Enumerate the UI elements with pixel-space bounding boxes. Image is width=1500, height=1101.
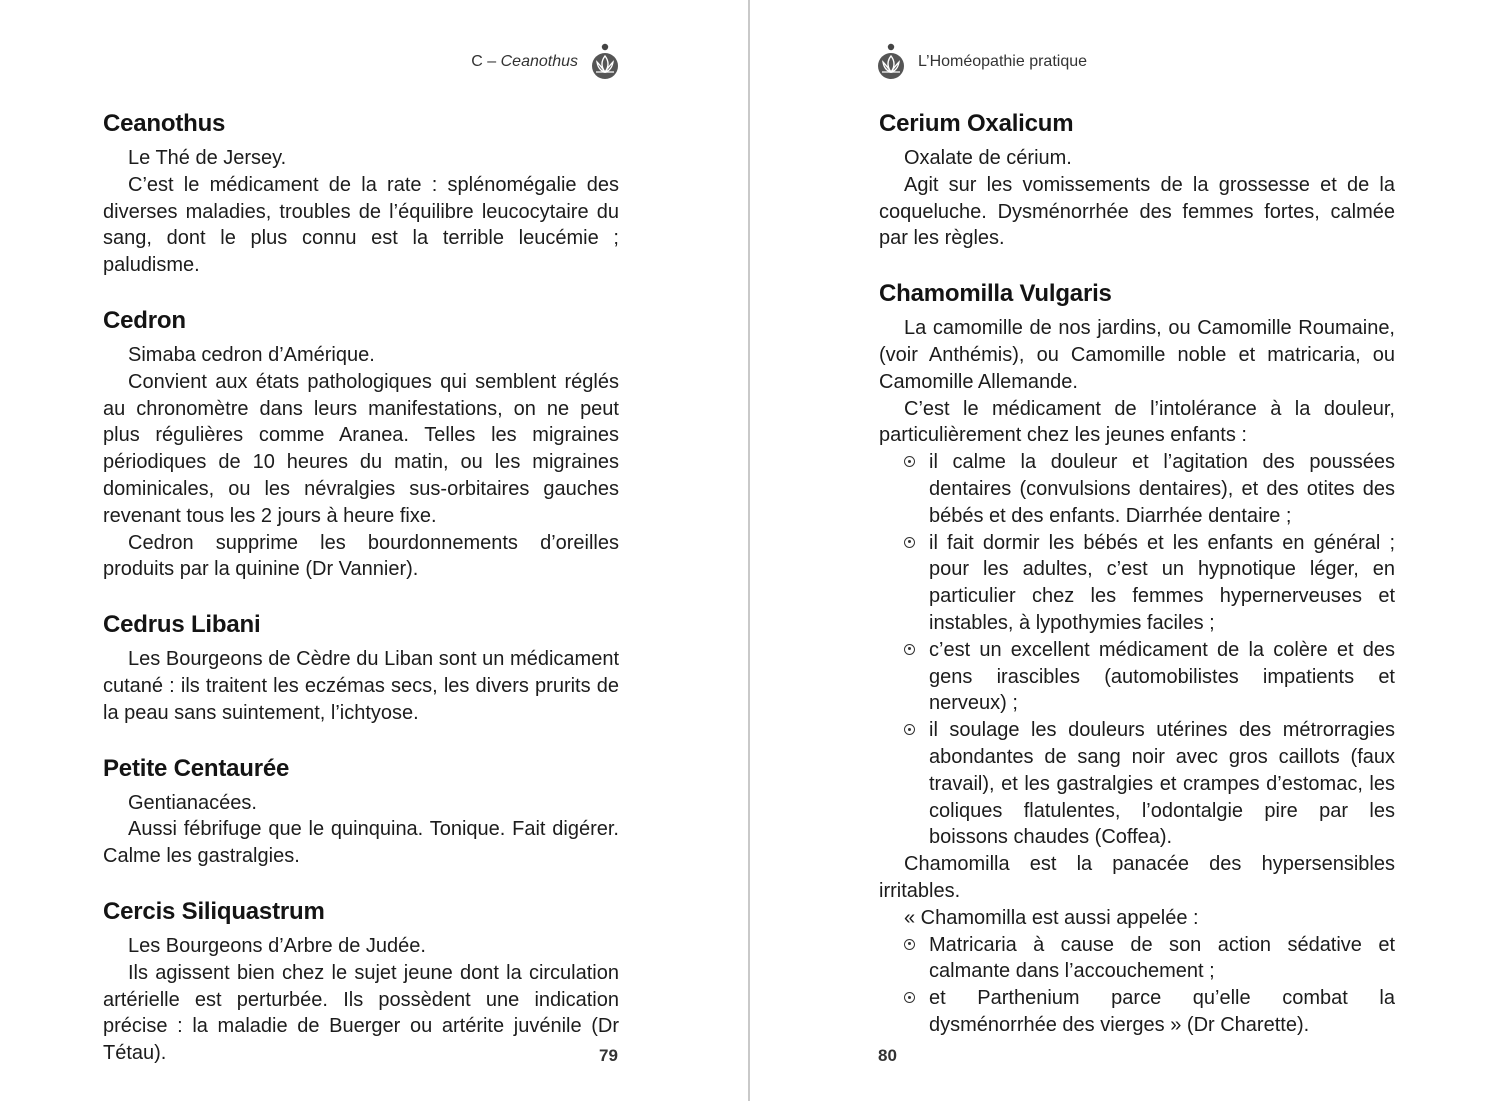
- list-item: [879, 637, 1395, 717]
- entry-paragraph: Oxalate de cérium.: [904, 147, 1072, 169]
- entry-paragraph: Le Thé de Jersey.: [128, 147, 287, 169]
- left-page: [0, 0, 748, 1101]
- list-item: [879, 717, 1395, 851]
- running-head-right: [876, 42, 1087, 82]
- right-page-content: [879, 108, 1395, 1065]
- entry-cercis-siliquastrum: [103, 896, 619, 1067]
- list-item: [879, 985, 1395, 1039]
- entry-cedrus-libani: [103, 609, 619, 726]
- list-item-text: il fait dormir les bébés et les enfants en général ; pour les adultes, c’est un hypnotique léger, en particulier chez les femmes hypernerveuses et instables, à lypothymies faciles ;: [929, 531, 1395, 634]
- entry-paragraph: C’est le médicament de l’intolérance à la douleur, particulièrement chez les jeunes enfants :: [879, 397, 1395, 447]
- list-item-text: Matricaria à cause de son action sédative et calmante dans l’accouchement ;: [929, 933, 1395, 983]
- entry-ceanothus: [103, 108, 619, 279]
- list-item-text: il calme la douleur et l’agitation des poussées dentaires (convulsions dentaires), et des otites des bébés et des enfants. Diarrhée dentaire ;: [929, 451, 1395, 527]
- bullet-list: [879, 449, 1395, 851]
- entry-paragraph: La camomille de nos jardins, ou Camomille Roumaine, (voir Anthémis), ou Camomille noble et matricaria, ou Camomille Allemande.: [879, 317, 1395, 393]
- entry-heading: Ceanothus: [103, 110, 226, 137]
- entry-paragraph: Simaba cedron d’Amérique.: [128, 343, 375, 366]
- entry-heading: Cedron: [103, 306, 186, 334]
- entry-heading: Cedrus Libani: [103, 611, 261, 639]
- entry-paragraph: Chamomilla est la panacée des hypersensibles irritables.: [879, 853, 1395, 902]
- bullet-icon: [904, 992, 915, 1003]
- entry-chamomilla-vulgaris: [879, 278, 1395, 1039]
- list-item: [879, 449, 1395, 529]
- entry-paragraph: Gentianacées.: [128, 791, 257, 814]
- page-number: 79: [599, 1046, 618, 1065]
- left-page-content: [103, 108, 619, 1093]
- bullet-icon: [904, 537, 915, 548]
- entry-petite-centauree: [103, 753, 619, 870]
- list-item: [879, 932, 1395, 986]
- page-number: 80: [878, 1046, 897, 1065]
- bullet-icon: [904, 456, 915, 467]
- entry-cedron: [103, 305, 619, 583]
- entry-paragraph: Aussi fébrifuge que le quinquina. Tonique. Fait digérer. Calme les gastralgies.: [103, 818, 619, 868]
- list-item-text: et Parthenium parce qu’elle combat la dysménorrhée des vierges » (Dr Charette).: [929, 987, 1395, 1036]
- entry-heading: Cercis Siliquastrum: [103, 897, 325, 925]
- bullet-icon: [904, 724, 915, 735]
- entry-paragraph: Cedron supprime les bourdonnements d’oreilles produits par la quinine (Dr Vannier).: [103, 531, 619, 581]
- list-item-text: c’est un excellent médicament de la colère et des gens irascibles (automobilistes impatients et nerveux) ;: [929, 638, 1395, 715]
- bullet-icon: [904, 939, 915, 950]
- entry-paragraph: Les Bourgeons de Cèdre du Liban sont un médicament cutané : ils traitent les eczémas secs, les divers prurits de la peau sans suintement, l’ichtyose.: [103, 648, 619, 724]
- entry-paragraph: Les Bourgeons d’Arbre de Judée.: [128, 934, 426, 957]
- entry-heading: Petite Centaurée: [103, 754, 290, 782]
- entry-paragraph: Ils agissent bien chez le sujet jeune dont la circulation artérielle est perturbée. Ils possèdent une indication précise : la maladie de Buerger ou artérite juvénile (Dr Tétau).: [103, 961, 619, 1065]
- entry-paragraph: « Chamomilla est aussi appelée :: [904, 906, 1199, 929]
- running-head-title: L’Homéopathie pratique: [918, 53, 1088, 70]
- entry-cerium-oxalicum: [879, 108, 1395, 252]
- list-item-text: il soulage les douleurs utérines des métrorragies abondantes de sang noir avec gros caillots (faux travail), et les gastralgies et crampes d’estomac, les coliques flatulentes, l’odontalgie pire par les boissons chaudes (Coffea).: [929, 719, 1395, 849]
- lotus-emblem-icon: [590, 42, 620, 82]
- list-item: [879, 530, 1395, 637]
- lotus-emblem-icon: [876, 42, 906, 82]
- entry-paragraph: Agit sur les vomissements de la grossesse et de la coqueluche. Dysménorrhée des femmes fortes, calmée par les règles.: [879, 173, 1395, 250]
- running-head-text: [471, 53, 578, 71]
- bullet-list: [879, 932, 1395, 1039]
- bullet-icon: [904, 644, 915, 655]
- entry-paragraph: Convient aux états pathologiques qui semblent réglés au chronomètre dans leurs manifestations, on ne peut plus régulières comme Aranea. Telles les migraines périodiques de 10 heures du matin, ou les migraines dominicales, ou les névralgies sus-orbitaires gauches revenant tous les 2 jours à heure fixe.: [103, 370, 619, 527]
- running-head-prefix: C –: [471, 53, 501, 70]
- entry-heading: Cerium Oxalicum: [879, 110, 1074, 137]
- running-head-title: Ceanothus: [500, 53, 578, 70]
- right-page: [750, 0, 1500, 1101]
- running-head-left: [471, 42, 620, 82]
- entry-heading: Chamomilla Vulgaris: [879, 280, 1112, 308]
- entry-paragraph: C’est le médicament de la rate : splénomégalie des diverses maladies, troubles de l’équilibre leucocytaire du sang, dont le plus connu est la terrible leucémie ; paludisme.: [103, 173, 619, 277]
